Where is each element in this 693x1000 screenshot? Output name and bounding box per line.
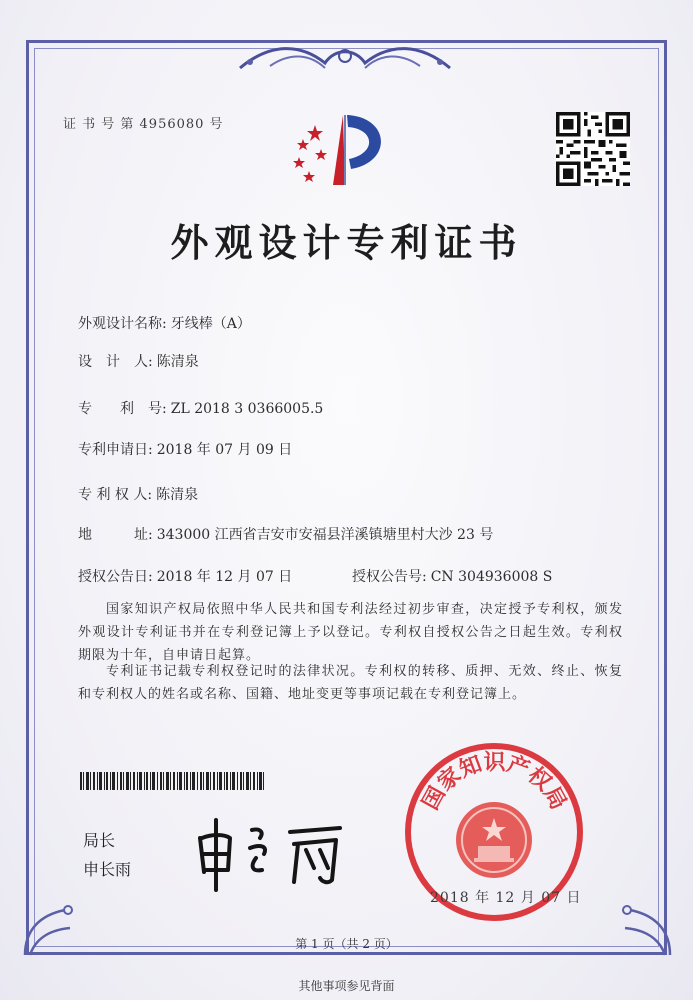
patentee-value: 陈清泉 <box>156 487 199 503</box>
cnipa-logo <box>285 107 395 197</box>
patent-number-row <box>78 398 323 418</box>
application-date-value: 2018 年 07 月 09 日 <box>156 442 293 458</box>
page-number: 第 1 页（共 2 页） <box>295 937 398 951</box>
design-name-label: 外观设计名称: <box>78 316 167 332</box>
certificate-title: 外观设计专利证书 <box>170 220 523 265</box>
handwritten-signature <box>190 810 360 900</box>
patentee-row <box>78 484 198 504</box>
seal-text: 国家知识产权局 <box>417 749 572 815</box>
patent-number-value: ZL 2018 3 0366005.5 <box>170 401 324 417</box>
signatory-title: 局长 <box>83 831 116 850</box>
address-value: 343000 江西省吉安市安福县洋溪镇塘里村大沙 23 号 <box>156 527 494 543</box>
designer-label: 设 计 人: <box>78 354 153 370</box>
designer-row <box>78 351 199 371</box>
address-label: 地 址: <box>78 527 153 543</box>
design-name-value: 牙线棒（A） <box>170 316 251 332</box>
application-date-label: 专利申请日: <box>78 442 153 458</box>
top-ornament <box>230 38 460 78</box>
grant-date-row <box>78 566 292 586</box>
grant-number-label: 授权公告号: <box>352 569 427 585</box>
grant-date-value: 2018 年 12 月 07 日 <box>156 569 293 585</box>
address-row <box>78 524 493 544</box>
barcode <box>80 772 264 790</box>
seal-date: 2018 年 12 月 07 日 <box>430 890 582 906</box>
grant-statement-paragraph: 国家知识产权局依照中华人民共和国专利法经过初步审查，决定授予专利权，颁发外观设计专利证书并在专利登记簿上予以登记。专利权自授权公告之日起生效。专利权期限为十年，自申请日起算。 <box>78 602 623 663</box>
grant-date-label: 授权公告日: <box>78 569 153 585</box>
application-date-row <box>78 439 292 459</box>
signatory-name: 申长雨 <box>83 860 132 879</box>
patent-number-label: 专 利 号: <box>78 401 167 417</box>
qr-code <box>556 112 630 186</box>
certificate-number: 证 书 号 第 4956080 号 <box>63 117 224 132</box>
grant-number-row <box>352 566 552 586</box>
footer-note: 其他事项参见背面 <box>298 979 395 993</box>
legal-status-paragraph: 专利证书记载专利权登记时的法律状况。专利权的转移、质押、无效、终止、恢复和专利权人的姓名或名称、国籍、地址变更等事项记载在专利登记簿上。 <box>78 664 623 702</box>
patentee-label: 专 利 权 人: <box>78 487 153 503</box>
designer-value: 陈清泉 <box>156 354 199 370</box>
grant-number-value: CN 304936008 S <box>430 569 553 585</box>
design-name-row <box>78 313 251 333</box>
